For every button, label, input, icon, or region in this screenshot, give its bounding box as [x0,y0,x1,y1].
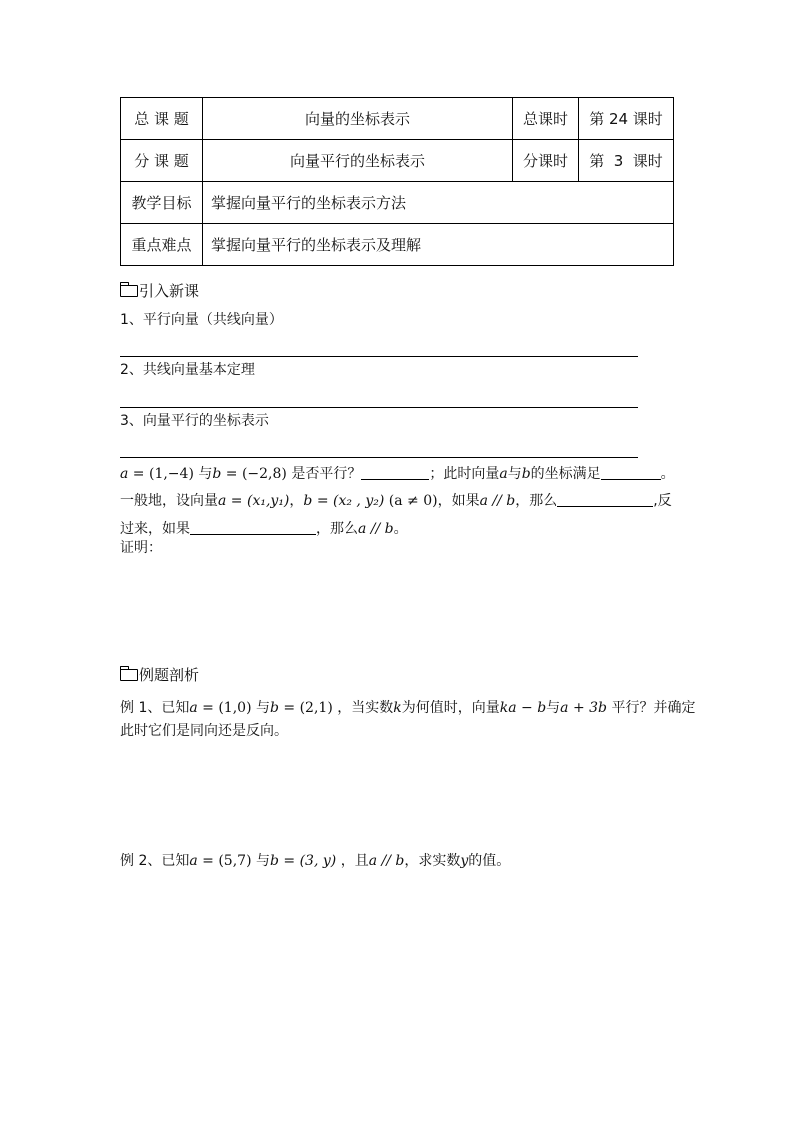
intro-item-2: 2、共线向量基本定理 [120,362,255,378]
total-hours-label: 总课时 [513,98,579,140]
objective-content: 掌握向量平行的坐标表示方法 [203,182,674,224]
lesson-header-table [120,97,674,266]
header-row-key-points [121,224,674,266]
sub-topic-title: 向量平行的坐标表示 [203,140,513,182]
header-row-sub-topic [121,140,674,182]
sub-hours-label: 分课时 [513,140,579,182]
total-topic-title: 向量的坐标表示 [203,98,513,140]
intro-item-3: 3、向量平行的坐标表示 [120,413,269,429]
example-2: 例 2、已知a = (5,7) 与b = (3, y) ，且a // b，求实数y的值。 [120,853,511,869]
answer-line-1 [120,356,638,357]
fill-blank[interactable] [361,465,429,480]
key-points-label: 重点难点 [121,224,203,266]
example-1-line-2: 此时它们是同向还是反向。 [120,723,288,739]
sub-topic-label: 分 课 题 [121,140,203,182]
examples-section-heading [120,664,199,685]
total-hours-value: 第 24 课时 [579,98,674,140]
answer-line-3 [120,457,638,458]
proof-label: 证明： [120,540,162,556]
intro-heading-text: 引入新课 [139,282,200,300]
fill-blank[interactable] [557,492,653,507]
folder-icon [120,285,138,297]
general-statement-line-2: 过来，如果 ，那么a // b。 [120,521,408,537]
general-statement-line-1: 一般地，设向量a = (x₁,y₁)，b = (x₂ , y₂) (a ≠ 0)，如果a // b，那么 ,反 [120,493,672,509]
fill-blank[interactable] [601,465,661,480]
sub-hours-value: 第 3 课时 [579,140,674,182]
folder-icon [120,669,138,681]
key-points-content: 掌握向量平行的坐标表示及理解 [203,224,674,266]
header-row-total-topic [121,98,674,140]
parallel-question: a = (1,−4) 与b = (−2,8) 是否平行？ ；此时向量a与b的坐标满足 。 [120,466,675,482]
fill-blank[interactable] [190,520,316,535]
objective-label: 教学目标 [121,182,203,224]
intro-item-1: 1、平行向量（共线向量） [120,312,283,328]
total-topic-label: 总 课 题 [121,98,203,140]
answer-line-2 [120,407,638,408]
example-1-line-1: 例 1、已知a = (1,0) 与b = (2,1) ，当实数k为何值时，向量ka − b与a + 3b 平行？并确定 [120,700,696,716]
header-row-objective [121,182,674,224]
intro-section-heading [120,280,199,301]
examples-heading-text: 例题剖析 [139,666,200,684]
